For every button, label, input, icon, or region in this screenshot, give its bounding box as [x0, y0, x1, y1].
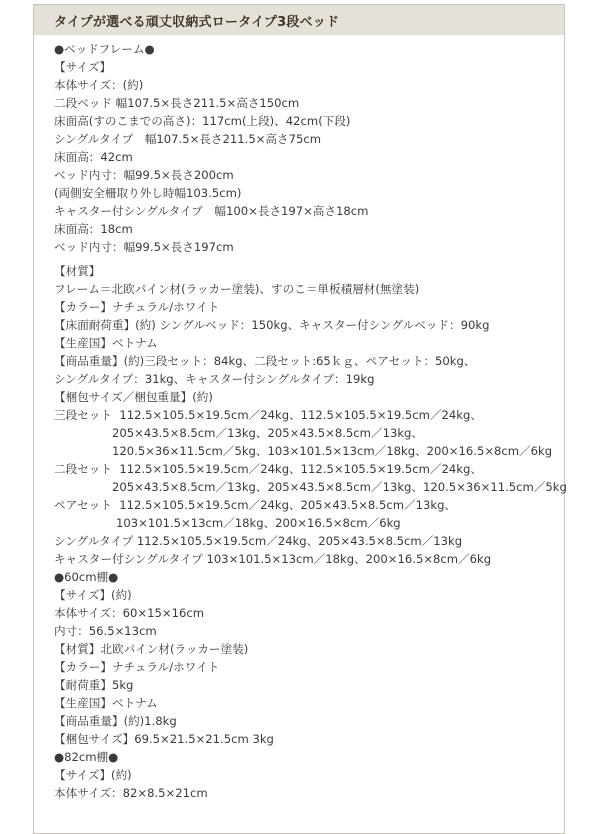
single-floor-height: 床面高：42cm: [54, 150, 133, 164]
single-type-size: シングルタイプ 幅107.5×長さ211.5×高さ75cm: [54, 132, 322, 146]
body-size-label: 本体サイズ：(約): [54, 78, 144, 92]
two-set-row: [54, 460, 559, 478]
shelf-60-color: 【カラー】ナチュラル/ホワイト: [54, 660, 220, 674]
caster-floor-height: 床面高：18cm: [54, 222, 133, 236]
weight-line-2: シングルタイプ：31kg、キャスター付シングルタイプ：19kg: [54, 372, 375, 386]
bed-inner-size: ベッド内寸：幅99.5×長さ200cm: [54, 168, 234, 182]
shelf-82-size-label: 【サイズ】(約): [54, 768, 132, 782]
page-title: タイプが選べる頑丈収納式ロータイプ3段ベッド: [54, 15, 340, 30]
bed-frame-heading: ●ベッドフレーム●: [54, 42, 155, 56]
material-value: フレーム＝北欧パイン材(ラッカー塗装)、すのこ＝単板積層材(無塗装): [54, 282, 420, 296]
shelf-60-weight: 【商品重量】(約)1.8kg: [54, 714, 177, 728]
three-set-line-3: 120.5×36×11.5cm／5kg、103×101.5×13cm／18kg、200×16.5×8cm／6kg: [112, 444, 553, 458]
two-set-label: 二段セット: [54, 462, 112, 476]
spec-header: [34, 5, 564, 35]
single-package: シングルタイプ 112.5×105.5×19.5cm／24kg、205×43.5×8.5cm／13kg: [54, 534, 463, 548]
pair-set-line-2: 103×101.5×13cm／18kg、200×16.5×8cm／6kg: [116, 516, 401, 530]
shelf-60-inner: 内寸：56.5×13cm: [54, 624, 157, 638]
caster-single-size: キャスター付シングルタイプ 幅100×長さ197×高さ18cm: [54, 204, 369, 218]
pair-set-label: ペアセット: [54, 498, 112, 512]
shelf-82-body-size: 本体サイズ：82×8.5×21cm: [54, 786, 208, 800]
three-set-line-2: 205×43.5×8.5cm／13kg、205×43.5×8.5cm／13kg、: [112, 426, 423, 440]
pair-set-line-1: 112.5×105.5×19.5cm／24kg、205×43.5×8.5cm／13kg、: [119, 498, 457, 512]
load-value: 【床面耐荷重】(約) シングルベッド：150kg、キャスター付シングルベッド：90kg: [54, 318, 490, 332]
shelf-60-heading: ●60cm棚●: [54, 570, 119, 584]
size-label: 【サイズ】: [54, 60, 112, 74]
shelf-60-load: 【耐荷重】5kg: [54, 678, 134, 692]
shelf-82-heading: ●82cm棚●: [54, 750, 119, 764]
caster-package: キャスター付シングルタイプ 103×101.5×13cm／18kg、200×16.5×8cm／6kg: [54, 552, 492, 566]
three-set-row: [54, 406, 559, 424]
color-value: 【カラー】ナチュラル/ホワイト: [54, 300, 220, 314]
caster-inner-size: ベッド内寸：幅99.5×長さ197cm: [54, 240, 234, 254]
package-label: 【梱包サイズ／梱包重量】(約): [54, 390, 213, 404]
two-set-line-1: 112.5×105.5×19.5cm／24kg、112.5×105.5×19.5cm／24kg、: [119, 462, 482, 476]
shelf-60-origin: 【生産国】ベトナム: [54, 696, 158, 710]
spec-content: [54, 40, 567, 802]
two-tier-size: 二段ベッド 幅107.5×長さ211.5×高さ150cm: [54, 96, 300, 110]
shelf-60-package: 【梱包サイズ】69.5×21.5×21.5cm 3kg: [54, 732, 274, 746]
bed-inner-note: (両側安全柵取り外し時幅103.5cm): [54, 186, 242, 200]
three-set-label: 三段セット: [54, 408, 112, 422]
floor-height: 床面高(すのこまでの高さ)：117cm(上段)、42cm(下段): [54, 114, 351, 128]
two-set-line-2: 205×43.5×8.5cm／13kg、205×43.5×8.5cm／13kg、120.5×36×11.5cm／5kg: [112, 480, 567, 494]
material-label: 【材質】: [54, 264, 101, 278]
pair-set-row: [54, 496, 559, 514]
shelf-60-body-size: 本体サイズ：60×15×16cm: [54, 606, 204, 620]
origin-value: 【生産国】ベトナム: [54, 336, 158, 350]
weight-line-1: 【商品重量】(約)三段セット：84kg、二段セット:65ｋｇ、ペアセット：50kg、: [54, 354, 476, 368]
three-set-line-1: 112.5×105.5×19.5cm／24kg、112.5×105.5×19.5cm／24kg、: [119, 408, 482, 422]
shelf-60-material: 【材質】北欧パイン材(ラッカー塗装): [54, 642, 249, 656]
shelf-60-size-label: 【サイズ】(約): [54, 588, 132, 602]
